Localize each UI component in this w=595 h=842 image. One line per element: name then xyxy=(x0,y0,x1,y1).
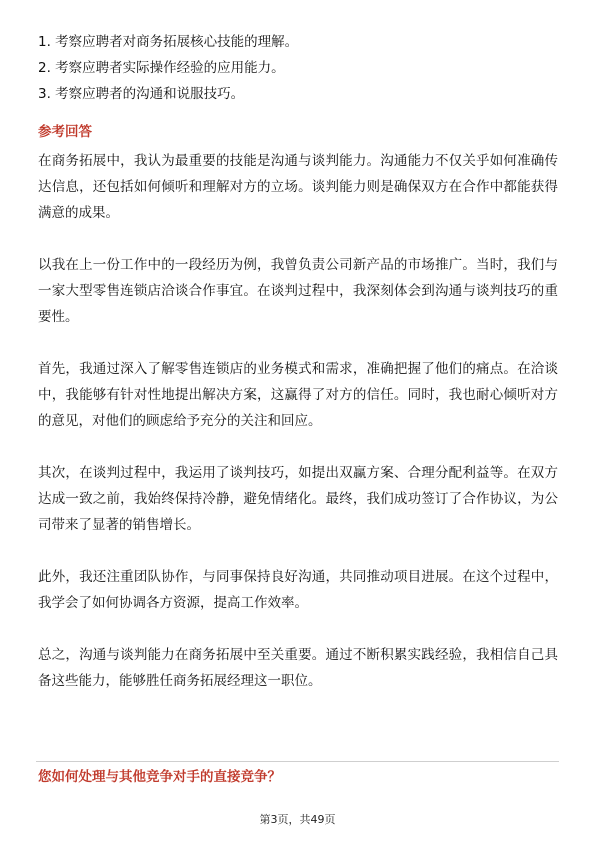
answer-paragraph-6: 总之，沟通与谈判能力在商务拓展中至关重要。通过不断积累实践经验，我相信自己具备这些能力，能够胜任商务拓展经理这一职位。 xyxy=(38,647,558,689)
page-footer: 第3页，共49页 xyxy=(259,813,336,826)
answer-paragraph-1: 在商务拓展中，我认为最重要的技能是沟通与谈判能力。沟通能力不仅关乎如何准确传达信息，还包括如何倾听和理解对方的立场。谈判能力则是确保双方在合作中都能获得满意的成果。 xyxy=(38,153,558,221)
section-divider xyxy=(36,761,559,762)
intent-point-2: 2. 考察应聘者实际操作经验的应用能力。 xyxy=(38,60,285,76)
answer-paragraph-3: 首先，我通过深入了解零售连锁店的业务模式和需求，准确把握了他们的痛点。在洽谈中，我能够有针对性地提出解决方案，这赢得了对方的信任。同时，我也耐心倾听对方的意见，对他们的顾虑给予充分的关注和回应。 xyxy=(38,361,558,429)
answer-paragraph-5: 此外，我还注重团队协作，与同事保持良好沟通，共同推动项目进展。在这个过程中，我学会了如何协调各方资源，提高工作效率。 xyxy=(38,569,558,611)
answer-paragraph-2: 以我在上一份工作中的一段经历为例，我曾负责公司新产品的市场推广。当时，我们与一家大型零售连锁店洽谈合作事宜。在谈判过程中，我深刻体会到沟通与谈判技巧的重要性。 xyxy=(38,257,558,325)
next-question-heading: 您如何处理与其他竞争对手的直接竞争？ xyxy=(38,769,281,785)
answer-body xyxy=(38,148,558,694)
intent-point-3: 3. 考察应聘者的沟通和说服技巧。 xyxy=(38,86,245,102)
intent-point-1: 1. 考察应聘者对商务拓展核心技能的理解。 xyxy=(38,34,299,50)
answer-heading: 参考回答 xyxy=(38,124,92,140)
interview-intent-list xyxy=(38,33,558,111)
answer-paragraph-4: 其次，在谈判过程中，我运用了谈判技巧，如提出双赢方案、合理分配利益等。在双方达成一致之前，我始终保持冷静，避免情绪化。最终，我们成功签订了合作协议，为公司带来了显著的销售增长。 xyxy=(38,465,558,533)
